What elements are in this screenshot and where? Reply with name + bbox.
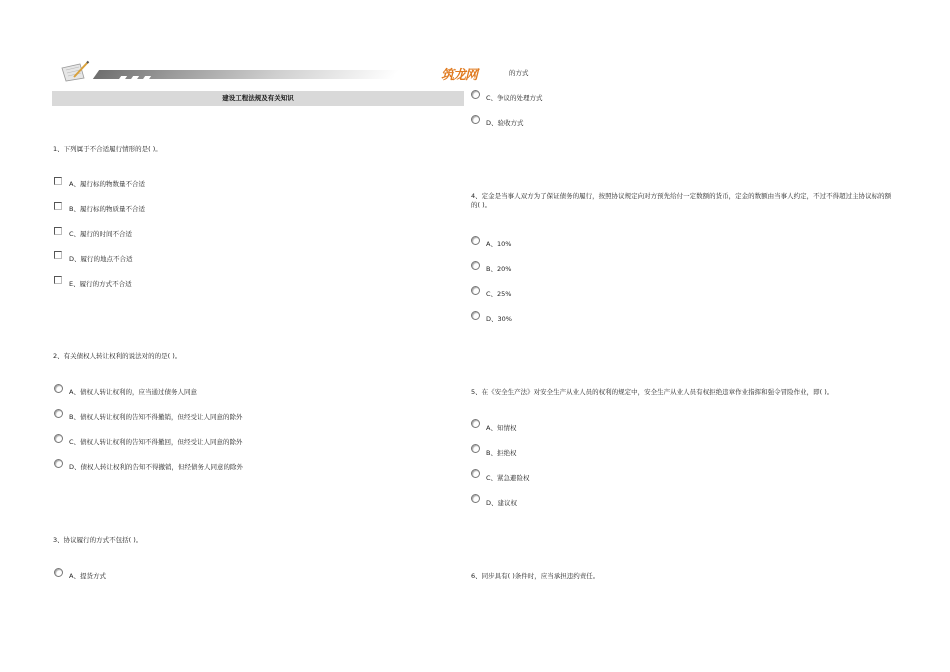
q2-option-a-label: A、债权人转让权利的，应当通过债务人同意 bbox=[69, 388, 197, 396]
q5-option-c-label: C、紧急避险权 bbox=[486, 474, 530, 482]
q5-option-d-radio[interactable] bbox=[471, 494, 480, 503]
question-3-text: 3、协议履行的方式不包括( )。 bbox=[53, 536, 143, 544]
q1-option-b-label: B、履行标的物质量不合适 bbox=[69, 205, 145, 213]
q4-option-b-label: B、20% bbox=[486, 265, 512, 273]
notebook-pencil-icon bbox=[60, 60, 90, 82]
q4-option-b-radio[interactable] bbox=[471, 261, 480, 270]
q2-option-a-radio[interactable] bbox=[54, 384, 63, 393]
q2-option-c-label: C、债权人转让权利的告知不得撤回，但经受让人同意的除外 bbox=[69, 438, 243, 446]
q5-option-a-label: A、知情权 bbox=[486, 424, 517, 432]
q2-option-d-radio[interactable] bbox=[54, 459, 63, 468]
q1-option-e-checkbox[interactable] bbox=[54, 276, 62, 284]
logo-text: 筑龙网 bbox=[441, 68, 478, 83]
q2-option-b-label: B、债权人转让权利的告知不得撤销，但经受让人同意的除外 bbox=[69, 413, 243, 421]
q3-option-d-label: D、验收方式 bbox=[486, 119, 524, 127]
q3-option-a-label: A、提货方式 bbox=[69, 572, 106, 580]
q5-option-c-radio[interactable] bbox=[471, 469, 480, 478]
question-1-text: 1、下列属于不合适履行情形的是( )。 bbox=[53, 145, 162, 153]
q5-option-d-label: D、建议权 bbox=[486, 499, 518, 507]
q2-option-d-label: D、债权人转让权利的告知不得撤销，但经债务人同意的除外 bbox=[69, 463, 244, 471]
q1-option-c-checkbox[interactable] bbox=[54, 227, 62, 235]
q4-option-c-label: C、25% bbox=[486, 290, 512, 298]
q3-option-a-radio[interactable] bbox=[54, 568, 63, 577]
q1-option-a-checkbox[interactable] bbox=[54, 177, 62, 185]
q4-option-a-radio[interactable] bbox=[471, 236, 480, 245]
q4-option-d-label: D、30% bbox=[486, 315, 512, 323]
q1-option-c-label: C、履行的时间不合适 bbox=[69, 230, 133, 238]
q4-option-d-radio[interactable] bbox=[471, 311, 480, 320]
q4-option-a-label: A、10% bbox=[486, 240, 512, 248]
question-5-text: 5、在《安全生产法》对安全生产从业人员的权利的规定中，安全生产从业人员有权拒绝违章作业指挥和强令冒险作业，即( )。 bbox=[471, 388, 834, 396]
page-title: 建设工程法规及有关知识 bbox=[222, 94, 294, 102]
q3-option-c-radio[interactable] bbox=[471, 90, 480, 99]
question-6-text: 6、同步具有( )条件时，应当承担违约责任。 bbox=[471, 572, 600, 580]
question-4-text: 4、定金是当事人双方为了保证债务的履行，按照协议规定向对方预先给付一定数额的货币，定金的数额由当事人约定，不过不得超过主协议标的额的( )。 bbox=[471, 192, 892, 209]
q1-option-a-label: A、履行标的物数量不合适 bbox=[69, 180, 145, 188]
continuation-text: 的方式 bbox=[509, 69, 529, 77]
zhulong-logo bbox=[441, 64, 491, 83]
q3-option-c-label: C、争议的处理方式 bbox=[486, 94, 543, 102]
q1-option-e-label: E、履行的方式不合适 bbox=[69, 280, 132, 288]
q4-option-c-radio[interactable] bbox=[471, 286, 480, 295]
question-2-text: 2、有关债权人转让权利的说法对的的是( )。 bbox=[53, 352, 182, 360]
q5-option-b-radio[interactable] bbox=[471, 444, 480, 453]
q2-option-b-radio[interactable] bbox=[54, 409, 63, 418]
q5-option-b-label: B、拒绝权 bbox=[486, 449, 517, 457]
q3-option-d-radio[interactable] bbox=[471, 115, 480, 124]
q1-option-d-checkbox[interactable] bbox=[54, 251, 62, 259]
header-stripes bbox=[118, 70, 178, 79]
q2-option-c-radio[interactable] bbox=[54, 434, 63, 443]
title-bar bbox=[52, 91, 464, 106]
q5-option-a-radio[interactable] bbox=[471, 419, 480, 428]
q1-option-d-label: D、履行的地点不合适 bbox=[69, 255, 133, 263]
q1-option-b-checkbox[interactable] bbox=[54, 202, 62, 210]
